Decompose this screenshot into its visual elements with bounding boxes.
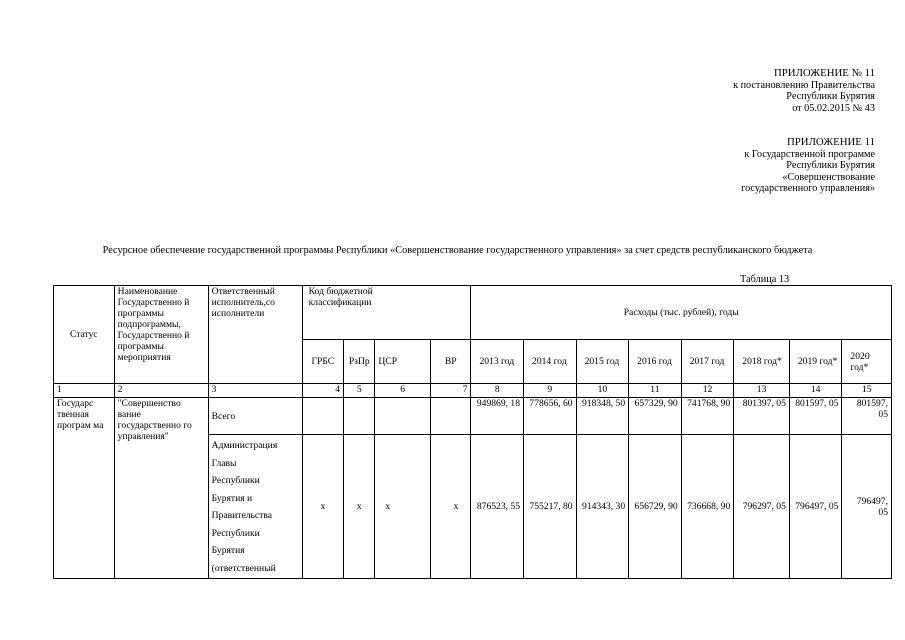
total-value: 657329, 90 [629,398,682,435]
total-value: 918348, 50 [576,398,629,435]
column-number: 5 [344,384,375,398]
program-status: Государс твенная програм ма [54,398,115,579]
resource-table [53,285,892,579]
column-number: 10 [576,384,629,398]
column-number: 11 [629,384,682,398]
executor-line: Бурятия и [211,492,253,504]
document-title: Ресурсное обеспечение государственной программы Республики «Совершенствование государственного управления» за счет средств республиканского бюджета [102,245,813,256]
total-value: 741768, 90 [681,398,734,435]
executor-line: Правительства [211,510,273,521]
header-status: Статус [54,286,115,384]
executor-line: Бурятия [211,545,245,556]
empty-cell [344,398,375,435]
column-number: 12 [681,384,734,398]
code-value: х [302,435,343,579]
header-code-vr: ВР [431,340,471,384]
appendix-line: к Государственной программе [744,148,875,160]
header-year: 2014 год [524,340,577,384]
executor-line: (ответственный [211,562,276,574]
header-code-rzpr: РзПр [344,340,375,384]
header-code-csr: ЦСР [375,340,431,384]
column-number: 7 [431,384,471,398]
total-value: 801397, 05 [734,398,790,435]
header-year: 2013 год [471,340,524,384]
executor-line: Администрация [211,440,278,451]
column-number: 8 [471,384,524,398]
header-year: 2017 год [681,340,734,384]
column-number: 15 [842,384,892,398]
header-budget-code: Код бюджетной классификации [302,286,471,340]
header-year: 2019 год* [789,340,842,384]
header-executor: Ответственный исполнитель,со исполнители [208,286,302,384]
total-value: 949869, 18 [471,398,524,435]
program-name: "Совершенство вание государственно го управления" [114,398,208,579]
executor-value: 656729, 90 [629,435,682,579]
appendix-header-top [733,68,875,114]
column-number: 4 [302,384,343,398]
total-value: 801597, 05 [842,398,892,435]
code-value: х [431,435,471,579]
header-year: 2015 год [576,340,629,384]
header-year: 2016 год [629,340,682,384]
appendix-line: к постановлению Правительства [733,79,875,91]
executor-line: Главы [211,457,237,469]
executor-value: 796297, 05 [734,435,790,579]
table-label: Таблица 13 [740,274,790,285]
executor-line: Республики [211,475,260,486]
column-number: 13 [734,384,790,398]
column-number: 6 [375,384,431,398]
executor-cell [208,435,302,579]
executor-value: 755217, 80 [524,435,577,579]
appendix-line: Республики Бурятия [786,160,875,171]
executor-value: 796497, 05 [842,435,892,579]
appendix-title: ПРИЛОЖЕНИЕ 11 [786,136,875,148]
column-number: 2 [114,384,208,398]
appendix-line: от 05.02.2015 № 43 [792,102,875,114]
header-year: 2018 год* [734,340,790,384]
empty-cell [302,398,343,435]
total-value: 778656, 60 [524,398,577,435]
executor-value: 736668, 90 [681,435,734,579]
appendix-header-second [741,137,875,195]
executor-value: 796497, 05 [789,435,842,579]
empty-cell [431,398,471,435]
total-value: 801597, 05 [789,398,842,435]
code-value: х [344,435,375,579]
empty-cell [375,398,431,435]
column-number: 14 [789,384,842,398]
header-year: 2020 год* [842,340,892,384]
header-expenses: Расходы (тыс. рублей), годы [471,286,892,340]
column-number: 3 [208,384,302,398]
appendix-line: Республики Бурятия [786,91,875,102]
column-number: 1 [54,384,115,398]
appendix-line: государственного управления» [741,183,875,194]
executor-value: 876523, 55 [471,435,524,579]
total-label: Всего [208,398,302,435]
column-number: 9 [524,384,577,398]
executor-value: 914343, 30 [576,435,629,579]
header-name: Наименование Государственно й программы подпрограммы, Государственно й программы мероприятия [114,286,208,384]
appendix-title: ПРИЛОЖЕНИЕ № 11 [773,67,875,79]
executor-line: Республики [211,527,260,539]
appendix-line: «Совершенствование [782,171,875,183]
header-code-grbs: ГРБС [302,340,343,384]
code-value: х [375,435,431,579]
